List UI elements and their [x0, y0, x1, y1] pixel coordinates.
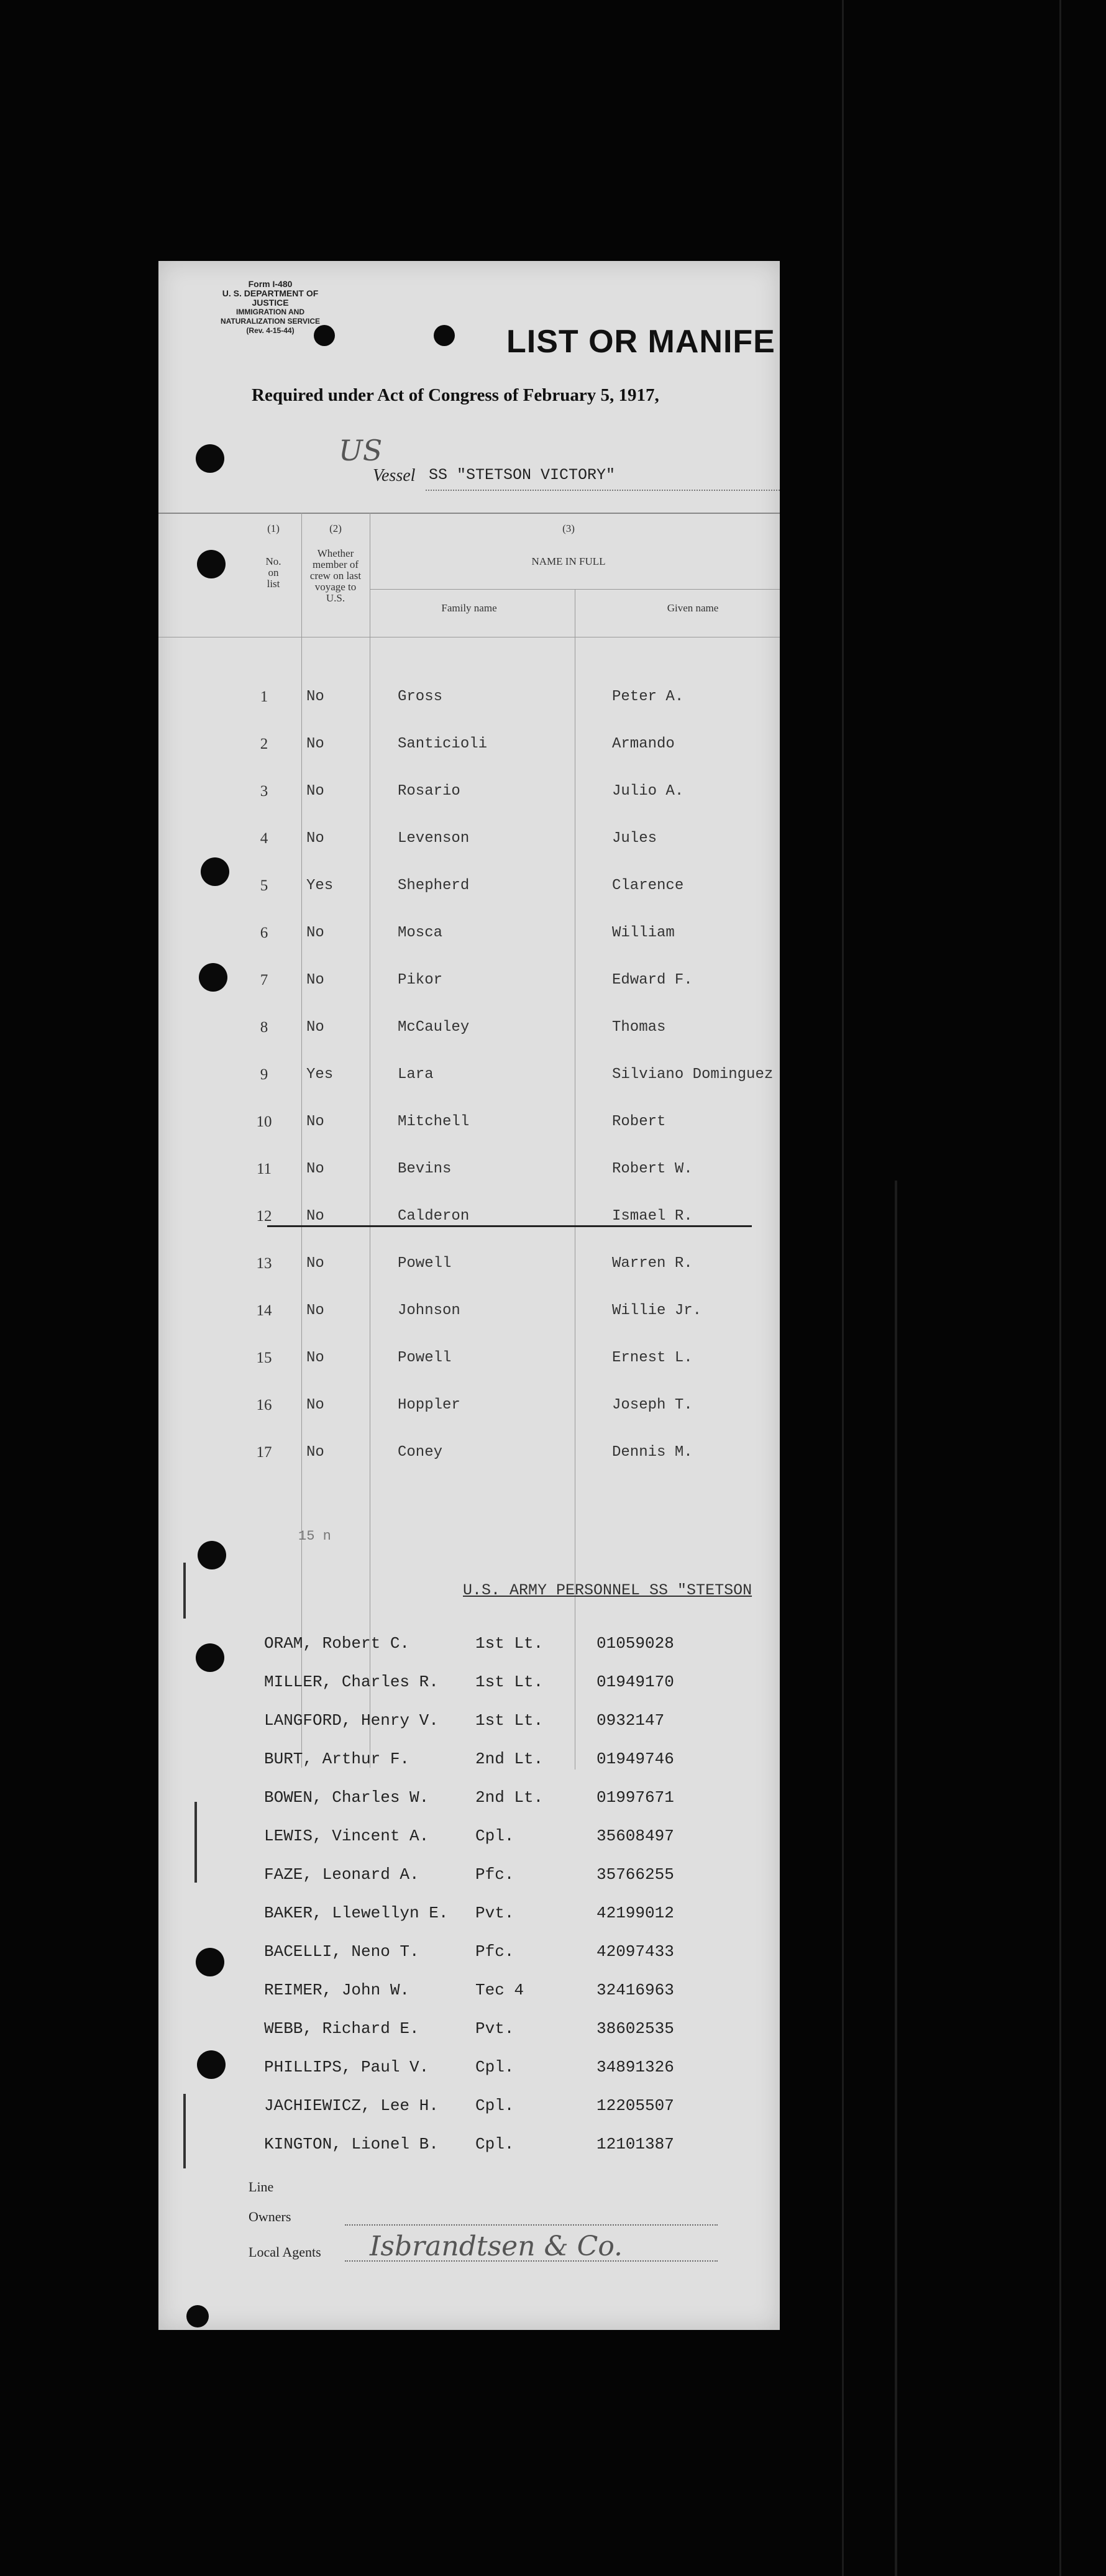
army-personnel-header: U.S. ARMY PERSONNEL SS "STETSON	[463, 1581, 752, 1599]
army-row	[158, 1942, 780, 1970]
crew-family-name: Powell	[398, 1350, 452, 1366]
strikethrough-line	[267, 1225, 752, 1227]
page-title: LIST OR MANIFE	[506, 324, 775, 360]
crew-given-name: Clarence	[612, 877, 684, 894]
crew-given-name: Willie Jr.	[612, 1302, 702, 1319]
crew-number: 5	[260, 877, 268, 894]
crew-previous-voyage: No	[306, 688, 324, 705]
army-serial: 38602535	[596, 2019, 674, 2038]
manifest-page	[158, 261, 780, 2330]
crew-previous-voyage: Yes	[306, 1066, 334, 1083]
army-serial: 01949170	[596, 1673, 674, 1691]
army-rank: 1st Lt.	[475, 1634, 544, 1653]
army-name: REIMER, John W.	[264, 1981, 410, 1999]
army-rank: Pvt.	[475, 1904, 514, 1922]
crew-number: 1	[260, 688, 268, 705]
crew-number: 3	[260, 783, 268, 800]
army-rank: 2nd Lt.	[475, 1788, 544, 1807]
crew-previous-voyage: No	[306, 1444, 324, 1461]
header-top-rule	[158, 513, 780, 514]
army-name: LANGFORD, Henry V.	[264, 1711, 439, 1730]
form-revision: (Rev. 4-15-44)	[246, 326, 295, 335]
crew-family-name: Pikor	[398, 972, 443, 989]
army-name: KINGTON, Lionel B.	[264, 2135, 439, 2154]
crew-previous-voyage: Yes	[306, 877, 334, 894]
col3-label: NAME IN FULL	[531, 555, 606, 567]
army-serial: 01949746	[596, 1750, 674, 1768]
crew-number: 11	[256, 1161, 272, 1177]
crew-previous-voyage: No	[306, 1113, 324, 1130]
army-row	[158, 1827, 780, 1854]
local-agents-signature: Isbrandtsen & Co.	[370, 2231, 623, 2262]
army-rank: Pfc.	[475, 1865, 514, 1884]
col3-number: (3)	[562, 523, 575, 534]
form-number: Form I-480	[248, 279, 293, 289]
crew-given-name: Robert W.	[612, 1161, 693, 1177]
crew-family-name: Johnson	[398, 1302, 460, 1319]
army-rank: Cpl.	[475, 1827, 514, 1845]
vessel-name: SS "STETSON VICTORY"	[429, 466, 616, 484]
army-serial: 0932147	[596, 1711, 665, 1730]
army-name: WEBB, Richard E.	[264, 2019, 419, 2038]
crew-given-name: Ismael R.	[612, 1208, 693, 1225]
crew-number: 13	[256, 1255, 272, 1272]
crew-family-name: McCauley	[398, 1019, 470, 1036]
crew-row	[158, 1350, 780, 1374]
army-name: JACHIEWICZ, Lee H.	[264, 2096, 439, 2115]
crew-number: 14	[256, 1302, 272, 1319]
army-serial: 35608497	[596, 1827, 674, 1845]
crew-given-name: Armando	[612, 736, 675, 752]
army-serial: 35766255	[596, 1865, 674, 1884]
crew-given-name: Thomas	[612, 1019, 666, 1036]
crew-family-name: Bevins	[398, 1161, 452, 1177]
army-name: FAZE, Leonard A.	[264, 1865, 419, 1884]
name-subheader-rule	[370, 589, 780, 590]
army-serial: 42097433	[596, 1942, 674, 1961]
crew-row	[158, 1302, 780, 1327]
crew-family-name: Rosario	[398, 783, 460, 800]
crew-previous-voyage: No	[306, 1302, 324, 1319]
given-name-header: Given name	[667, 602, 719, 614]
crew-number: 16	[256, 1397, 272, 1414]
army-name: ORAM, Robert C.	[264, 1634, 410, 1653]
army-name: BURT, Arthur F.	[264, 1750, 410, 1768]
film-edge-line	[1059, 0, 1061, 2576]
act-line: Required under Act of Congress of February 5, 1917,	[252, 385, 659, 405]
agents-rule	[345, 2260, 718, 2262]
family-name-header: Family name	[441, 602, 497, 614]
crew-previous-voyage: No	[306, 830, 324, 847]
crew-given-name: Edward F.	[612, 972, 693, 989]
army-serial: 01997671	[596, 1788, 674, 1807]
form-header	[208, 280, 332, 336]
crew-given-name: Jules	[612, 830, 657, 847]
army-row	[158, 2096, 780, 2124]
crew-number: 9	[260, 1066, 268, 1083]
crew-previous-voyage: No	[306, 736, 324, 752]
film-edge-line	[842, 0, 844, 2576]
army-name: BOWEN, Charles W.	[264, 1788, 429, 1807]
army-name: MILLER, Charles R.	[264, 1673, 439, 1691]
crew-number: 4	[260, 830, 268, 847]
owners-rule	[345, 2224, 718, 2226]
punch-hole	[198, 1541, 226, 1569]
crew-number: 8	[260, 1019, 268, 1036]
crew-row	[158, 1255, 780, 1280]
crew-previous-voyage: No	[306, 1350, 324, 1366]
owners-label: Owners	[249, 2209, 291, 2224]
crew-previous-voyage: No	[306, 783, 324, 800]
crew-row	[158, 925, 780, 949]
crew-family-name: Powell	[398, 1255, 452, 1272]
form-department: U. S. DEPARTMENT OF JUSTICE	[222, 288, 319, 308]
crew-row	[158, 1444, 780, 1469]
stray-mark: 15 n	[298, 1528, 331, 1544]
col2-number: (2)	[329, 523, 342, 534]
army-row	[158, 1673, 780, 1700]
crew-given-name: Julio A.	[612, 783, 684, 800]
handwritten-mark: US	[339, 434, 383, 467]
crew-previous-voyage: No	[306, 1397, 324, 1414]
film-edge-line	[895, 1181, 897, 2576]
crew-row	[158, 688, 780, 713]
crew-given-name: Silviano Dominguez	[612, 1066, 774, 1083]
crew-previous-voyage: No	[306, 925, 324, 941]
crew-number: 15	[256, 1350, 272, 1366]
punch-hole	[197, 550, 226, 578]
army-name: LEWIS, Vincent A.	[264, 1827, 429, 1845]
crew-given-name: Ernest L.	[612, 1350, 693, 1366]
crew-number: 2	[260, 736, 268, 752]
army-row	[158, 1981, 780, 2008]
crew-family-name: Shepherd	[398, 877, 470, 894]
army-rank: 1st Lt.	[475, 1673, 544, 1691]
army-serial: 12205507	[596, 2096, 674, 2115]
punch-hole	[196, 444, 224, 473]
crew-previous-voyage: No	[306, 1161, 324, 1177]
army-serial: 32416963	[596, 1981, 674, 1999]
army-rank: Tec 4	[475, 1981, 524, 1999]
army-row	[158, 1634, 780, 1661]
army-rank: Cpl.	[475, 2096, 514, 2115]
crew-number: 7	[260, 972, 268, 989]
army-rank: Cpl.	[475, 2135, 514, 2154]
crew-family-name: Coney	[398, 1444, 443, 1461]
army-row	[158, 2058, 780, 2085]
crew-row	[158, 1019, 780, 1044]
margin-mark	[183, 1563, 186, 1619]
army-row	[158, 1711, 780, 1738]
army-row	[158, 1788, 780, 1816]
crew-row-struck	[158, 1208, 780, 1233]
footer-line-label: Line	[249, 2179, 274, 2195]
crew-row	[158, 830, 780, 855]
crew-family-name: Mitchell	[398, 1113, 470, 1130]
crew-given-name: Peter A.	[612, 688, 684, 705]
army-rank: 1st Lt.	[475, 1711, 544, 1730]
army-rank: Pvt.	[475, 2019, 514, 2038]
crew-previous-voyage: No	[306, 1255, 324, 1272]
crew-previous-voyage: No	[306, 1208, 324, 1225]
army-rank: 2nd Lt.	[475, 1750, 544, 1768]
crew-family-name: Hoppler	[398, 1397, 460, 1414]
army-serial: 42199012	[596, 1904, 674, 1922]
punch-hole	[434, 325, 455, 346]
local-agents-label: Local Agents	[249, 2244, 321, 2260]
army-name: PHILLIPS, Paul V.	[264, 2058, 429, 2076]
army-serial: 34891326	[596, 2058, 674, 2076]
army-row	[158, 1865, 780, 1893]
crew-row	[158, 877, 780, 902]
crew-given-name: Warren R.	[612, 1255, 693, 1272]
crew-number: 6	[260, 925, 268, 941]
col1-label: No. on list	[265, 555, 281, 590]
army-serial: 01059028	[596, 1634, 674, 1653]
punch-hole	[186, 2305, 209, 2327]
crew-family-name: Calderon	[398, 1208, 470, 1225]
army-row	[158, 1750, 780, 1777]
army-name: BACELLI, Neno T.	[264, 1942, 419, 1961]
form-service: IMMIGRATION AND NATURALIZATION SERVICE	[220, 308, 320, 326]
crew-number: 12	[256, 1208, 272, 1225]
crew-given-name: Dennis M.	[612, 1444, 693, 1461]
crew-number: 17	[256, 1444, 272, 1461]
crew-row	[158, 1066, 780, 1091]
crew-row	[158, 736, 780, 760]
crew-row	[158, 783, 780, 808]
crew-previous-voyage: No	[306, 1019, 324, 1036]
army-serial: 12101387	[596, 2135, 674, 2154]
col2-label: Whether member of crew on last voyage to U.S.	[309, 547, 362, 604]
crew-family-name: Mosca	[398, 925, 443, 941]
crew-family-name: Levenson	[398, 830, 470, 847]
vessel-label: Vessel	[373, 466, 416, 485]
crew-row	[158, 1113, 780, 1138]
crew-previous-voyage: No	[306, 972, 324, 989]
crew-family-name: Lara	[398, 1066, 434, 1083]
army-name: BAKER, Llewellyn E.	[264, 1904, 449, 1922]
crew-given-name: Joseph T.	[612, 1397, 693, 1414]
crew-given-name: Robert	[612, 1113, 666, 1130]
crew-number: 10	[256, 1113, 272, 1130]
crew-family-name: Santicioli	[398, 736, 488, 752]
crew-row	[158, 1397, 780, 1422]
army-row	[158, 2019, 780, 2047]
army-row	[158, 2135, 780, 2162]
army-row	[158, 1904, 780, 1931]
col1-number: (1)	[267, 523, 280, 534]
vessel-rule	[426, 490, 780, 491]
crew-family-name: Gross	[398, 688, 443, 705]
crew-row	[158, 972, 780, 997]
army-rank: Cpl.	[475, 2058, 514, 2076]
crew-row	[158, 1161, 780, 1185]
army-rank: Pfc.	[475, 1942, 514, 1961]
crew-given-name: William	[612, 925, 675, 941]
